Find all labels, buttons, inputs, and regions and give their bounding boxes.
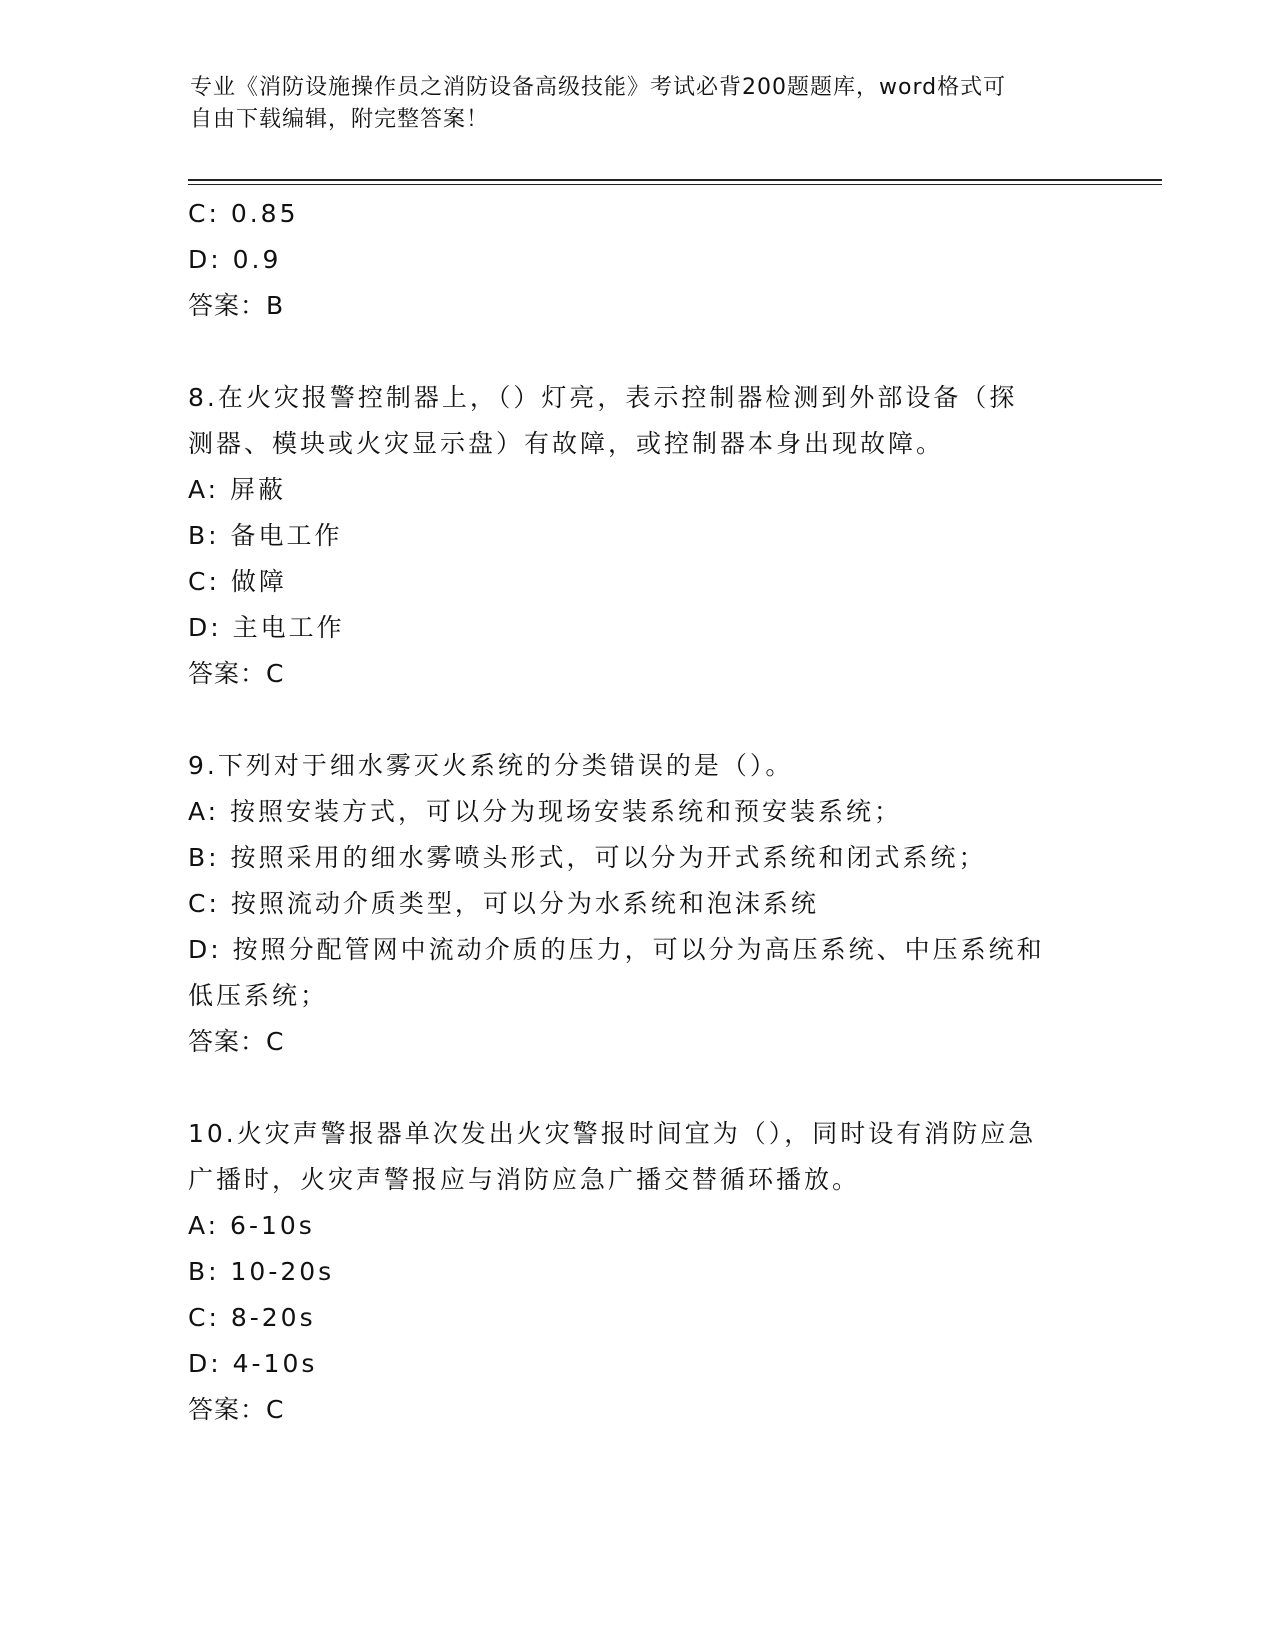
spacer [188,697,1088,743]
q9-option-b: B: 按照采用的细水雾喷头形式，可以分为开式系统和闭式系统； [188,843,987,872]
q8-stem-line-2: 测器、模块或火灾显示盘）有故障，或控制器本身出现故障。 [188,429,945,458]
q7-option-d: D: 0.9 [188,245,282,274]
q10-option-d: D: 4-10s [188,1349,318,1378]
q10-stem-line-1: 10.火灾声警报器单次发出火灾警报时间宜为（），同时设有消防应急 [188,1119,1037,1148]
question-list [188,191,1088,1433]
spacer [188,1065,1088,1111]
q8-option-d: D: 主电工作 [188,613,345,642]
q9-option-a: A: 按照安装方式，可以分为现场安装系统和预安装系统； [188,797,903,826]
q10-stem-line-2: 广播时，火灾声警报应与消防应急广播交替循环播放。 [188,1165,861,1194]
q8-option-b: B: 备电工作 [188,521,343,550]
q7-option-c: C: 0.85 [188,199,299,228]
q7-answer: 答案：B [188,291,285,320]
q9-option-d-line-1: D: 按照分配管网中流动介质的压力，可以分为高压系统、中压系统和 [188,935,1045,964]
q10-option-c: C: 8-20s [188,1303,316,1332]
q9-stem-line-1: 9.下列对于细水雾灭火系统的分类错误的是（）。 [188,751,794,780]
q8-stem-line-1: 8.在火灾报警控制器上，（）灯亮，表示控制器检测到外部设备（探 [188,383,1018,412]
q8-option-a: A: 屏蔽 [188,475,287,504]
header-line-2: 自由下载编辑，附完整答案！ [190,107,490,132]
q8-answer: 答案：C [188,659,285,688]
document-header [190,72,1090,136]
header-line-1: 专业《消防设施操作员之消防设备高级技能》考试必背200题题库，word格式可 [190,75,1007,100]
q10-option-b: B: 10-20s [188,1257,335,1286]
q9-option-d-line-2: 低压系统； [188,981,329,1010]
spacer [188,329,1088,375]
q8-option-c: C: 做障 [188,567,287,596]
header-divider-thick [188,179,1162,181]
q10-answer: 答案：C [188,1395,285,1424]
q10-option-a: A: 6-10s [188,1211,315,1240]
q9-option-c: C: 按照流动介质类型，可以分为水系统和泡沫系统 [188,889,819,918]
header-divider-thin [188,184,1162,185]
q9-answer: 答案：C [188,1027,285,1056]
